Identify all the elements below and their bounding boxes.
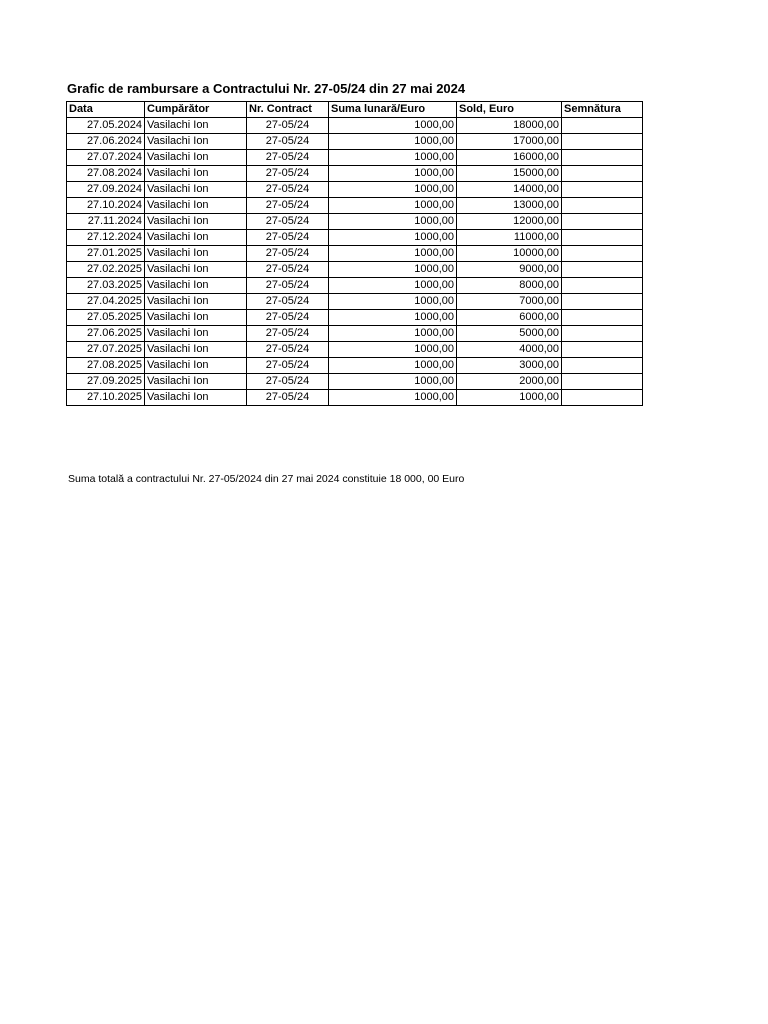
signature-cell xyxy=(562,214,643,230)
table-row xyxy=(67,134,643,150)
monthly-amount-cell: 1000,00 xyxy=(329,150,457,166)
date-cell: 27.07.2025 xyxy=(67,342,145,358)
table-row xyxy=(67,262,643,278)
table-row xyxy=(67,166,643,182)
header-balance: Sold, Euro xyxy=(457,102,562,118)
buyer-cell: Vasilachi Ion xyxy=(145,182,247,198)
monthly-amount-cell: 1000,00 xyxy=(329,278,457,294)
monthly-amount-cell: 1000,00 xyxy=(329,358,457,374)
table-row xyxy=(67,198,643,214)
monthly-amount-cell: 1000,00 xyxy=(329,182,457,198)
buyer-cell: Vasilachi Ion xyxy=(145,294,247,310)
contract-number-cell: 27-05/24 xyxy=(247,166,329,182)
buyer-cell: Vasilachi Ion xyxy=(145,198,247,214)
buyer-cell: Vasilachi Ion xyxy=(145,230,247,246)
document-title: Grafic de rambursare a Contractului Nr. 27-05/24 din 27 mai 2024 xyxy=(67,81,466,96)
signature-cell xyxy=(562,342,643,358)
balance-cell: 10000,00 xyxy=(457,246,562,262)
signature-cell xyxy=(562,262,643,278)
table-row xyxy=(67,358,643,374)
date-cell: 27.11.2024 xyxy=(67,214,145,230)
header-contract-number: Nr. Contract xyxy=(247,102,329,118)
date-cell: 27.02.2025 xyxy=(67,262,145,278)
signature-cell xyxy=(562,246,643,262)
date-cell: 27.05.2025 xyxy=(67,310,145,326)
monthly-amount-cell: 1000,00 xyxy=(329,374,457,390)
signature-cell xyxy=(562,374,643,390)
date-cell: 27.08.2024 xyxy=(67,166,145,182)
date-cell: 27.03.2025 xyxy=(67,278,145,294)
buyer-cell: Vasilachi Ion xyxy=(145,166,247,182)
monthly-amount-cell: 1000,00 xyxy=(329,198,457,214)
contract-number-cell: 27-05/24 xyxy=(247,374,329,390)
contract-number-cell: 27-05/24 xyxy=(247,278,329,294)
monthly-amount-cell: 1000,00 xyxy=(329,326,457,342)
date-cell: 27.06.2024 xyxy=(67,134,145,150)
balance-cell: 2000,00 xyxy=(457,374,562,390)
signature-cell xyxy=(562,310,643,326)
monthly-amount-cell: 1000,00 xyxy=(329,118,457,134)
table-header xyxy=(67,102,643,118)
contract-number-cell: 27-05/24 xyxy=(247,326,329,342)
signature-cell xyxy=(562,230,643,246)
buyer-cell: Vasilachi Ion xyxy=(145,342,247,358)
contract-number-cell: 27-05/24 xyxy=(247,262,329,278)
balance-cell: 13000,00 xyxy=(457,198,562,214)
signature-cell xyxy=(562,134,643,150)
balance-cell: 7000,00 xyxy=(457,294,562,310)
date-cell: 27.06.2025 xyxy=(67,326,145,342)
table-row xyxy=(67,182,643,198)
contract-number-cell: 27-05/24 xyxy=(247,182,329,198)
signature-cell xyxy=(562,182,643,198)
signature-cell xyxy=(562,118,643,134)
table-row xyxy=(67,310,643,326)
signature-cell xyxy=(562,278,643,294)
contract-number-cell: 27-05/24 xyxy=(247,118,329,134)
date-cell: 27.10.2024 xyxy=(67,198,145,214)
buyer-cell: Vasilachi Ion xyxy=(145,214,247,230)
contract-number-cell: 27-05/24 xyxy=(247,150,329,166)
table-row xyxy=(67,374,643,390)
table-row xyxy=(67,246,643,262)
signature-cell xyxy=(562,198,643,214)
header-buyer: Cumpărător xyxy=(145,102,247,118)
balance-cell: 9000,00 xyxy=(457,262,562,278)
monthly-amount-cell: 1000,00 xyxy=(329,342,457,358)
date-cell: 27.10.2025 xyxy=(67,390,145,406)
contract-number-cell: 27-05/24 xyxy=(247,294,329,310)
monthly-amount-cell: 1000,00 xyxy=(329,214,457,230)
table-body xyxy=(67,118,643,406)
table-row xyxy=(67,118,643,134)
table-row xyxy=(67,150,643,166)
balance-cell: 5000,00 xyxy=(457,326,562,342)
date-cell: 27.01.2025 xyxy=(67,246,145,262)
contract-number-cell: 27-05/24 xyxy=(247,230,329,246)
buyer-cell: Vasilachi Ion xyxy=(145,278,247,294)
balance-cell: 4000,00 xyxy=(457,342,562,358)
signature-cell xyxy=(562,326,643,342)
balance-cell: 8000,00 xyxy=(457,278,562,294)
buyer-cell: Vasilachi Ion xyxy=(145,390,247,406)
table-row xyxy=(67,342,643,358)
balance-cell: 3000,00 xyxy=(457,358,562,374)
balance-cell: 14000,00 xyxy=(457,182,562,198)
table-row xyxy=(67,294,643,310)
date-cell: 27.07.2024 xyxy=(67,150,145,166)
balance-cell: 17000,00 xyxy=(457,134,562,150)
contract-number-cell: 27-05/24 xyxy=(247,134,329,150)
monthly-amount-cell: 1000,00 xyxy=(329,246,457,262)
buyer-cell: Vasilachi Ion xyxy=(145,326,247,342)
monthly-amount-cell: 1000,00 xyxy=(329,230,457,246)
buyer-cell: Vasilachi Ion xyxy=(145,118,247,134)
buyer-cell: Vasilachi Ion xyxy=(145,310,247,326)
header-signature: Semnătura xyxy=(562,102,643,118)
table-row xyxy=(67,278,643,294)
monthly-amount-cell: 1000,00 xyxy=(329,134,457,150)
buyer-cell: Vasilachi Ion xyxy=(145,246,247,262)
balance-cell: 6000,00 xyxy=(457,310,562,326)
table-header-row xyxy=(67,102,643,118)
signature-cell xyxy=(562,294,643,310)
date-cell: 27.12.2024 xyxy=(67,230,145,246)
header-monthly-amount: Suma lunară/Euro xyxy=(329,102,457,118)
contract-number-cell: 27-05/24 xyxy=(247,246,329,262)
contract-number-cell: 27-05/24 xyxy=(247,214,329,230)
signature-cell xyxy=(562,358,643,374)
table-row xyxy=(67,326,643,342)
contract-number-cell: 27-05/24 xyxy=(247,358,329,374)
date-cell: 27.05.2024 xyxy=(67,118,145,134)
buyer-cell: Vasilachi Ion xyxy=(145,374,247,390)
signature-cell xyxy=(562,390,643,406)
header-date: Data xyxy=(67,102,145,118)
repayment-schedule-table xyxy=(66,101,643,406)
balance-cell: 18000,00 xyxy=(457,118,562,134)
monthly-amount-cell: 1000,00 xyxy=(329,262,457,278)
balance-cell: 1000,00 xyxy=(457,390,562,406)
date-cell: 27.04.2025 xyxy=(67,294,145,310)
monthly-amount-cell: 1000,00 xyxy=(329,310,457,326)
date-cell: 27.08.2025 xyxy=(67,358,145,374)
balance-cell: 16000,00 xyxy=(457,150,562,166)
monthly-amount-cell: 1000,00 xyxy=(329,166,457,182)
buyer-cell: Vasilachi Ion xyxy=(145,358,247,374)
monthly-amount-cell: 1000,00 xyxy=(329,294,457,310)
balance-cell: 11000,00 xyxy=(457,230,562,246)
balance-cell: 15000,00 xyxy=(457,166,562,182)
buyer-cell: Vasilachi Ion xyxy=(145,150,247,166)
date-cell: 27.09.2024 xyxy=(67,182,145,198)
table-row xyxy=(67,230,643,246)
table-row xyxy=(67,214,643,230)
buyer-cell: Vasilachi Ion xyxy=(145,134,247,150)
contract-number-cell: 27-05/24 xyxy=(247,390,329,406)
monthly-amount-cell: 1000,00 xyxy=(329,390,457,406)
signature-cell xyxy=(562,166,643,182)
balance-cell: 12000,00 xyxy=(457,214,562,230)
date-cell: 27.09.2025 xyxy=(67,374,145,390)
contract-number-cell: 27-05/24 xyxy=(247,310,329,326)
contract-number-cell: 27-05/24 xyxy=(247,342,329,358)
total-amount-note: Suma totală a contractului Nr. 27-05/2024 din 27 mai 2024 constituie 18 000, 00 Euro xyxy=(68,473,465,485)
contract-number-cell: 27-05/24 xyxy=(247,198,329,214)
signature-cell xyxy=(562,150,643,166)
table-row xyxy=(67,390,643,406)
buyer-cell: Vasilachi Ion xyxy=(145,262,247,278)
